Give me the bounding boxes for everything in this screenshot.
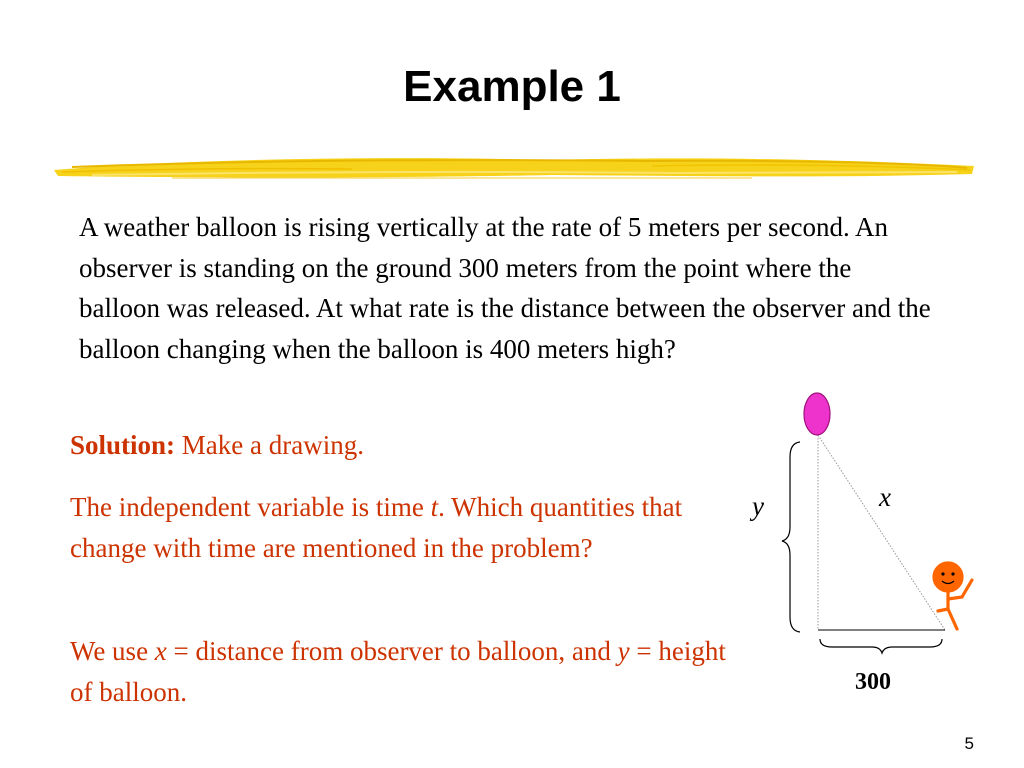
solution-intro bbox=[70, 425, 730, 466]
variable-y: y bbox=[617, 636, 630, 666]
solution-label: Solution: bbox=[70, 430, 176, 460]
height-brace bbox=[782, 442, 800, 632]
p2-text-2: . Which quantities that change with time are mentioned in the problem? bbox=[70, 492, 683, 563]
p2-text-1: The independent variable is time bbox=[70, 492, 431, 522]
solution-paragraph-variables bbox=[70, 487, 730, 569]
p3-text-2: = distance from observer to balloon, and bbox=[166, 636, 618, 666]
balloon-icon bbox=[804, 393, 830, 435]
p3-text-1: We use bbox=[70, 636, 155, 666]
page-number: 5 bbox=[964, 734, 974, 753]
variable-x: x bbox=[154, 636, 167, 666]
base-brace bbox=[820, 639, 942, 653]
solution-intro-text: Make a drawing. bbox=[175, 430, 364, 460]
label-y: y bbox=[752, 491, 764, 521]
yellow-brush-divider bbox=[52, 148, 977, 188]
variable-t: t bbox=[430, 492, 439, 522]
problem-statement: A weather balloon is rising vertically at the rate of 5 meters per second. An observer is standing on the ground 300 meters from the point where the balloon was released. At what rate is the distance between the observer and the balloon changing when the balloon is 400 meters high? bbox=[79, 212, 931, 364]
p3-text-3: = height of balloon. bbox=[70, 636, 726, 707]
label-base: 300 bbox=[855, 669, 891, 695]
hypotenuse-line bbox=[818, 435, 945, 630]
solution-paragraph-definitions bbox=[70, 631, 730, 713]
balloon-diagram bbox=[740, 385, 1000, 705]
label-x: x bbox=[879, 482, 891, 512]
slide-title: Example 1 bbox=[403, 62, 621, 111]
